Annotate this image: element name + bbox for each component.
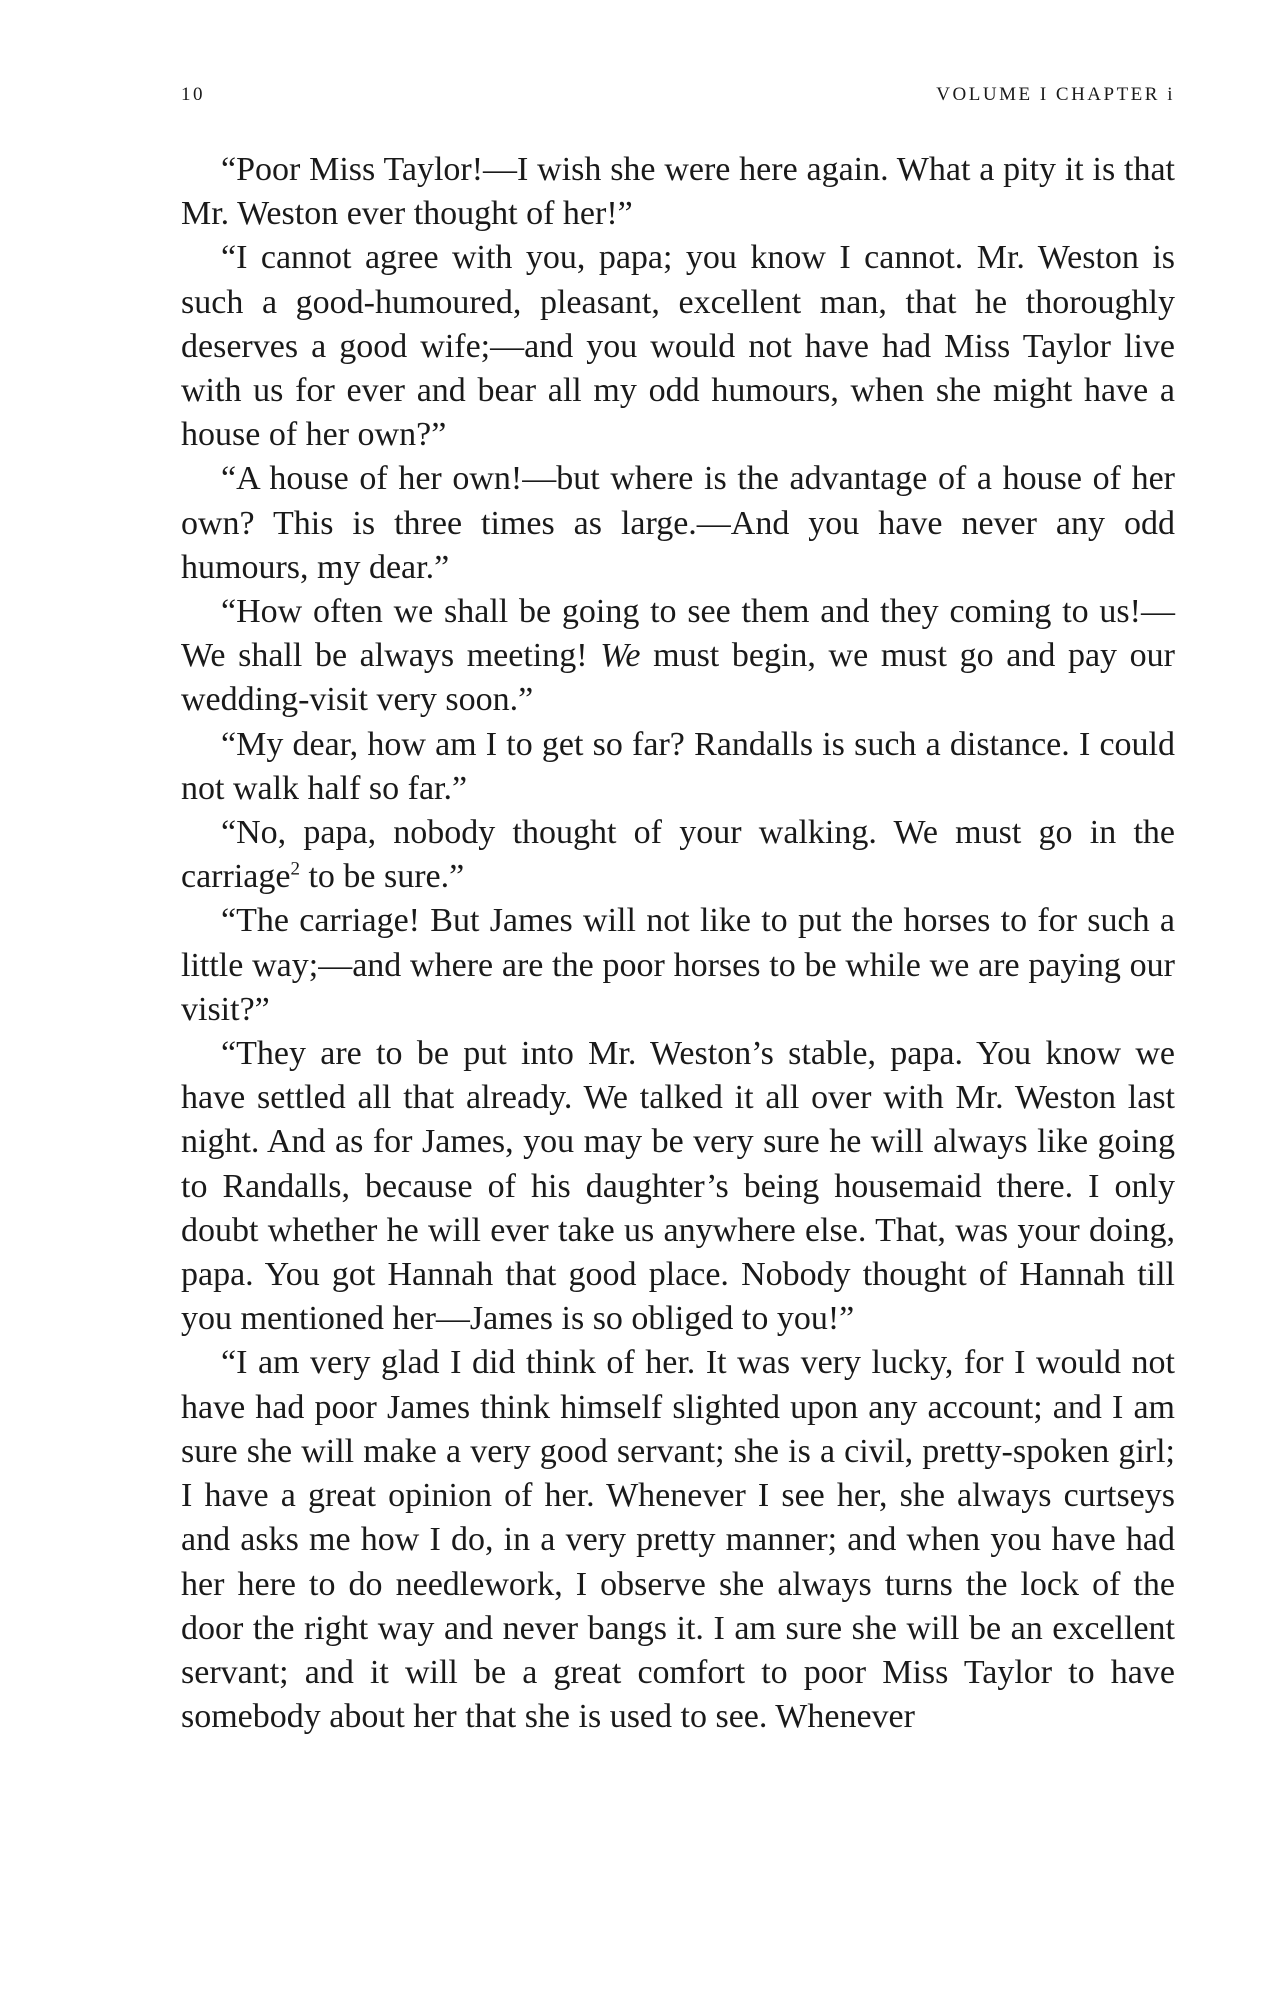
- page-header: [181, 84, 1175, 114]
- paragraph: “Poor Miss Taylor!—I wish she were here again. What a pity it is that Mr. Weston ever thought of her!”: [181, 151, 1175, 233]
- paragraph: “They are to be put into Mr. Weston’s stable, papa. You know we have settled all that already. We talked it all over with Mr. Weston last night. And as for James, you may be very sure he will always like going to Randalls, because of his daughter’s being housemaid there. I only doubt whether he will ever take us anywhere else. That, was your doing, papa. You got Hannah that good place. Nobody thought of Hannah till you mentioned her—James is so obliged to you!”: [181, 1035, 1175, 1338]
- footnote-reference[interactable]: 2: [290, 858, 300, 880]
- paragraph: “I am very glad I did think of her. It was very lucky, for I would not have had poor James think himself slighted upon any account; and I am sure she will make a very good servant; she is a civil, pretty-spoken girl; I have a great opinion of her. Whenever I see her, she always curtseys and asks me how I do, in a very pretty manner; and when you have had her here to do needlework, I observe she always turns the lock of the door the right way and never bangs it. I am sure she will be an excellent servant; and it will be a great comfort to poor Miss Taylor to have somebody about her that she is used to see. Whenever: [181, 1344, 1175, 1736]
- body-text: [181, 148, 1175, 1739]
- paragraph-text: to be sure.”: [299, 858, 465, 896]
- page-number: 10: [181, 84, 205, 105]
- paragraph: “I cannot agree with you, papa; you know I cannot. Mr. Weston is such a good-humoured, pleasant, excellent man, that he thoroughly deserves a good wife;—and you would not have had Miss Taylor live with us for ever and bear all my odd humours, when she might have a house of her own?”: [181, 239, 1175, 454]
- paragraph: [181, 590, 1175, 723]
- paragraph: “The carriage! But James will not like to put the horses to for such a little way;—and where are the poor horses to be while we are paying our visit?”: [181, 902, 1175, 1028]
- paragraph: “My dear, how am I to get so far? Randalls is such a distance. I could not walk half so far.”: [181, 725, 1175, 807]
- paragraph-text: “How often we shall be going to see them and they coming to us!—We shall be always meeting!: [181, 593, 1175, 675]
- running-head: VOLUME I CHAPTER i: [936, 84, 1175, 105]
- emphasized-word: We: [600, 637, 641, 675]
- paragraph: “A house of her own!—but where is the advantage of a house of her own? This is three times as large.—And you have never any odd humours, my dear.”: [181, 460, 1175, 586]
- paragraph: [181, 811, 1175, 899]
- paragraph-text: must begin, we must go and pay our wedding-visit very soon.”: [181, 637, 1176, 719]
- paragraph-text: “No, papa, nobody thought of your walking. We must go in the carriage: [181, 814, 1175, 896]
